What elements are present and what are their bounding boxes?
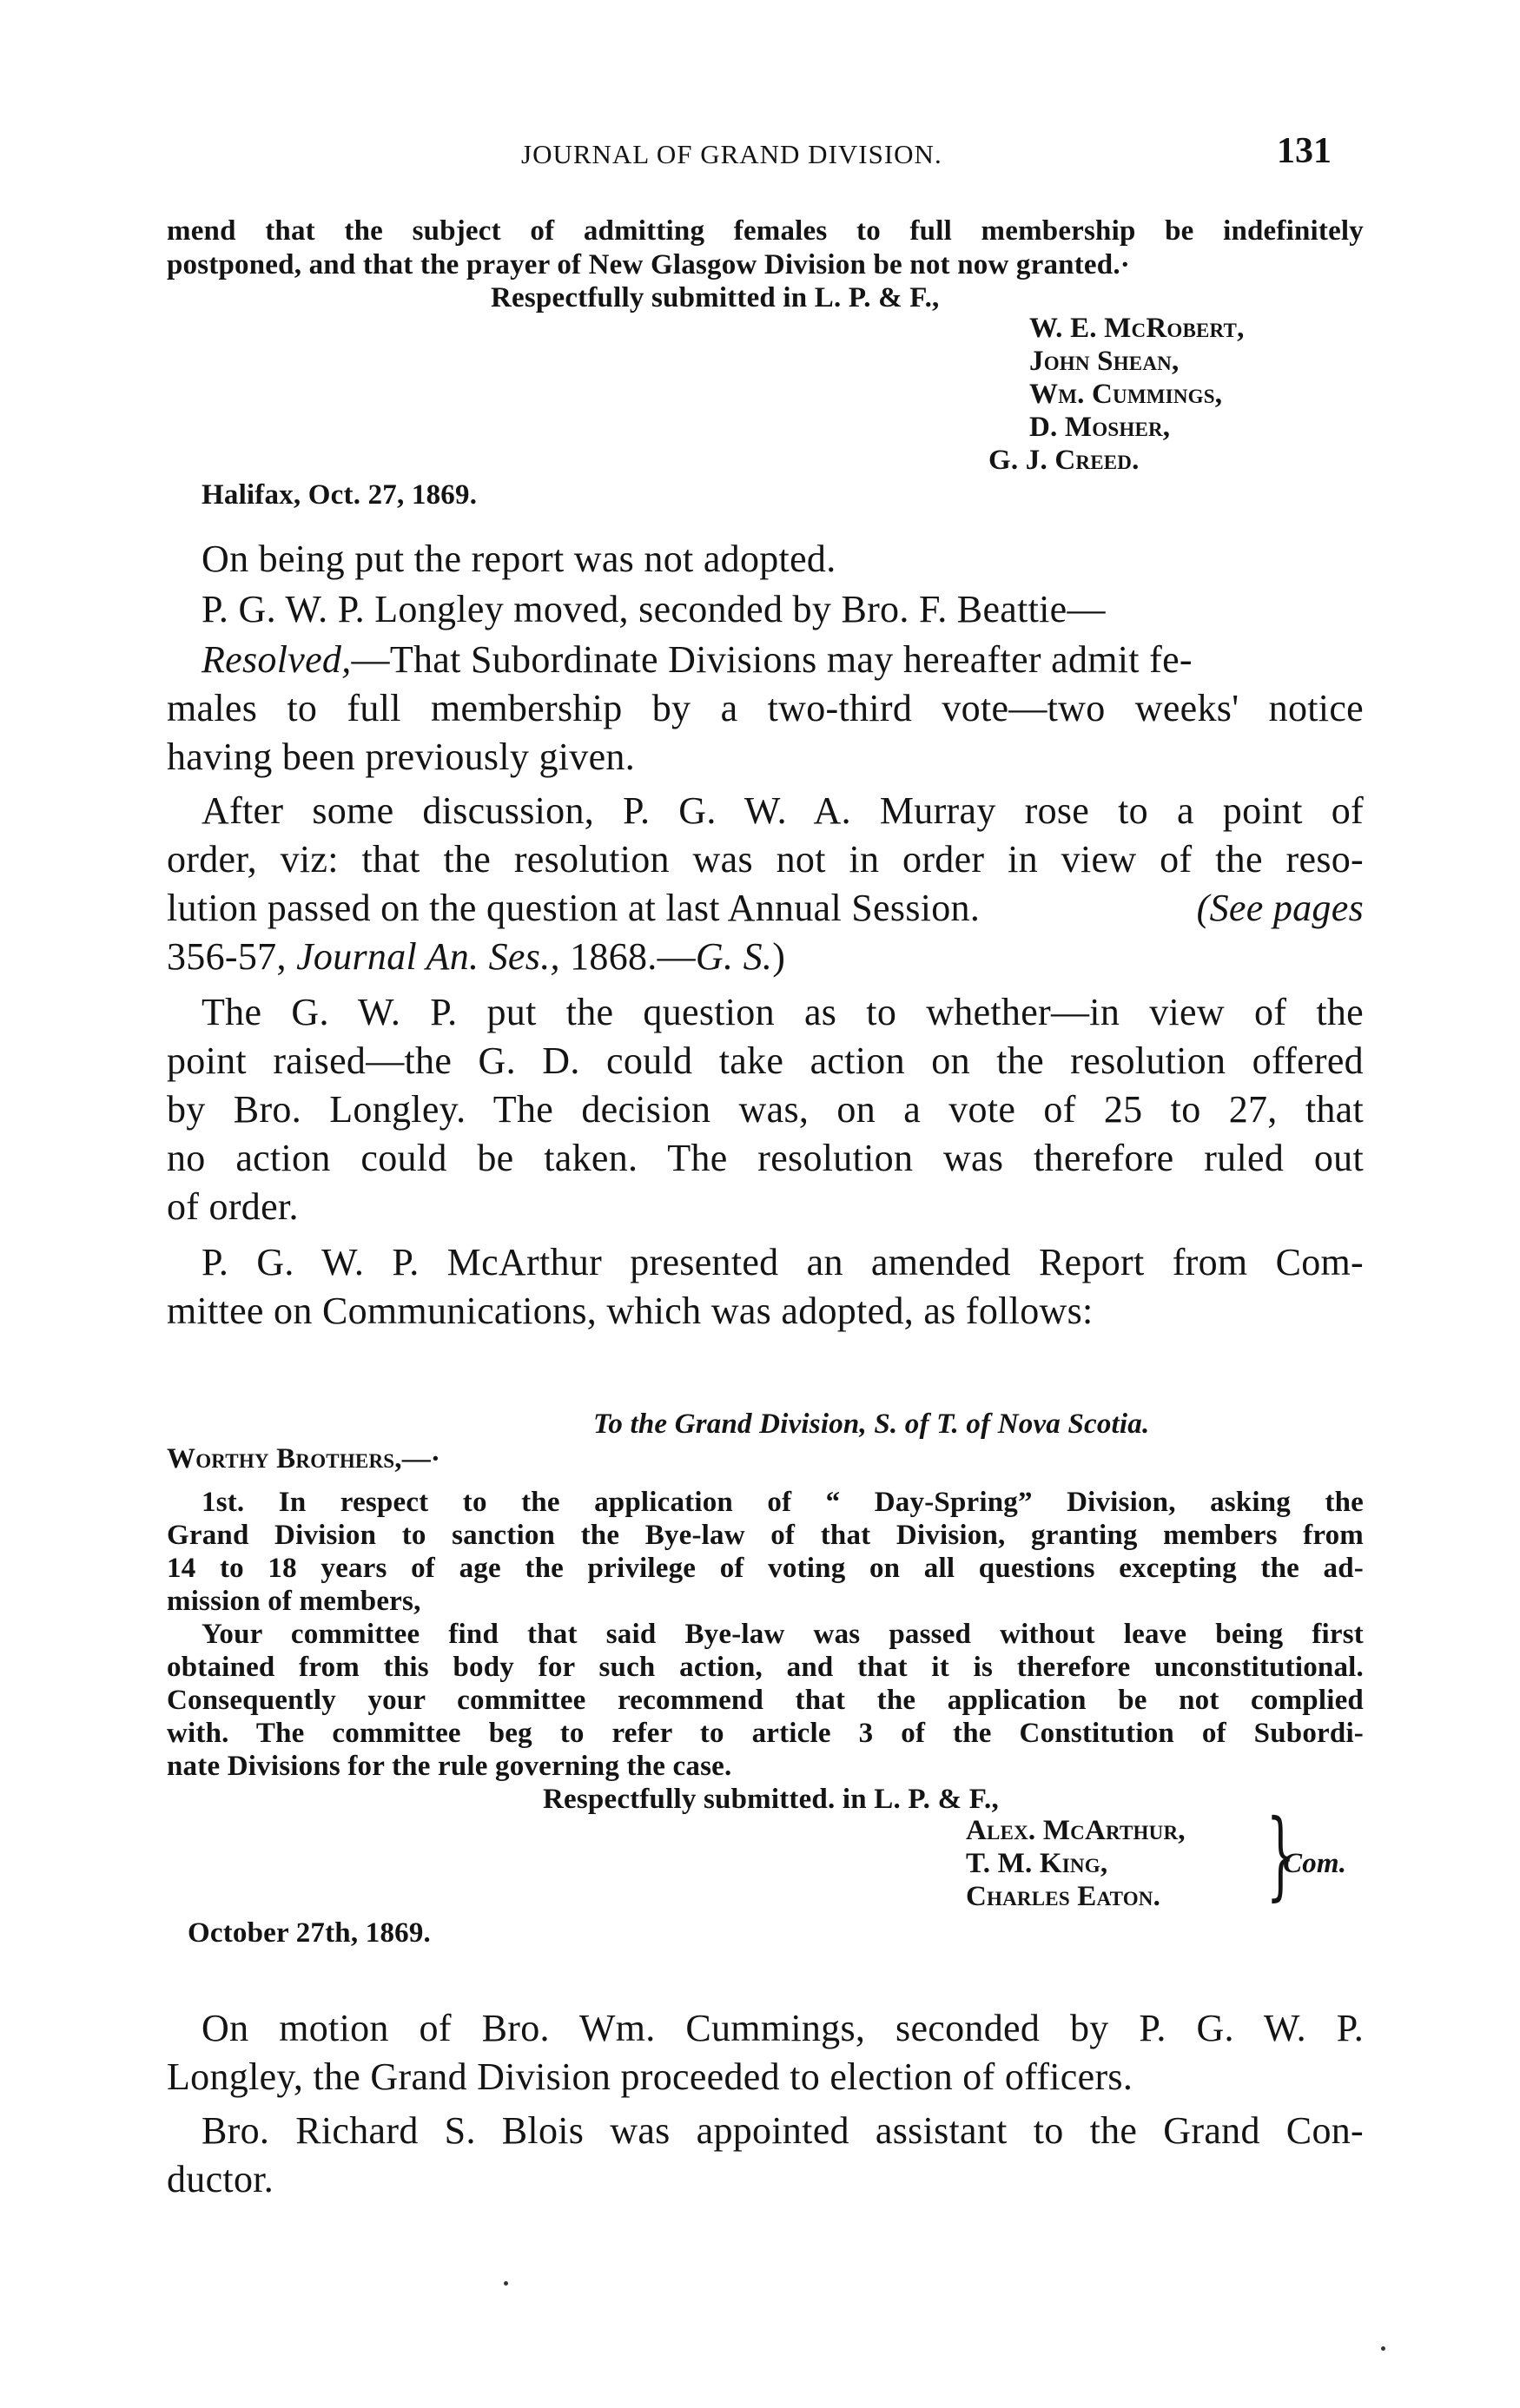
report1-line-2: postponed, and that the prayer of New Glasgow Division be not now granted.· [167, 249, 1130, 280]
amended-report-line-2: mittee on Communications, which was adopted, as follows: [167, 1290, 1094, 1332]
election-motion-line-2: Longley, the Grand Division proceeded to election of officers. [167, 2055, 1133, 2098]
resolution-text: —That Subordinate Divisions may hereafter admit fe- [351, 638, 1193, 681]
page-number: 131 [1277, 131, 1332, 171]
report1-signatory: Wm. Cummings, [1029, 379, 1223, 410]
report1-signatory: W. E. McRobert, [1029, 313, 1245, 344]
report2-para1-line-2: Grand Division to sanction the Bye-law of that Division, granting members from [167, 1520, 1364, 1551]
report2-para2-line-1: Your committee find that said Bye-law was passed without leave being first [202, 1619, 1364, 1650]
resolution-line-3: having been previously given. [167, 736, 636, 778]
ruling-line-2: point raised—the G. D. could take action on the resolution offered [167, 1039, 1364, 1082]
report2-closing: Respectfully submitted. in L. P. & F., [543, 1784, 999, 1815]
report2-signatory: Alex. McArthur, [966, 1815, 1186, 1846]
resolution-line-1 [202, 637, 1364, 682]
ruling-line-5: of order. [167, 1185, 299, 1228]
amended-report-line-1: P. G. W. P. McArthur presented an amended Report from Com- [202, 1241, 1364, 1283]
report2-date: October 27th, 1869. [188, 1917, 431, 1949]
report1-signatory: John Shean, [1029, 346, 1180, 377]
running-title: JOURNAL OF GRAND DIVISION. [521, 139, 942, 169]
scan-speck [1381, 2346, 1385, 2351]
journal-citation: Journal An. Ses., [296, 935, 560, 978]
see-pages-reference: (See pages [1196, 887, 1364, 929]
point-of-order-line-4 [167, 934, 785, 979]
report1-line-1: mend that the subject of admitting females to full membership be indefinitely [167, 215, 1364, 247]
committee-label: Com. [1283, 1848, 1347, 1879]
report2-para2-line-2: obtained from this body for such action, and that it is therefore unconstitutional. [167, 1652, 1364, 1683]
report2-para2-line-5: nate Divisions for the rule governing the case. [167, 1751, 732, 1782]
page-range: 356-57, [167, 935, 287, 978]
appointment-line-1: Bro. Richard S. Blois was appointed assistant to the Grand Con- [202, 2109, 1364, 2152]
point-of-order-text: lution passed on the question at last Annual Session. [167, 887, 981, 929]
report2-signatory: T. M. King, [966, 1848, 1108, 1879]
citation-close: ) [772, 935, 786, 978]
report2-signatory: Charles Eaton. [966, 1881, 1161, 1912]
ruling-line-4: no action could be taken. The resolution was therefore ruled out [167, 1137, 1364, 1179]
report2-salutation: Worthy Brothers,—· [167, 1443, 441, 1474]
report1-closing: Respectfully submitted in L. P. & F., [491, 282, 940, 313]
resolution-line-2: males to full membership by a two-third vote—two weeks' notice [167, 687, 1364, 729]
paragraph-motion: P. G. W. P. Longley moved, seconded by Bro. F. Beattie— [202, 588, 1106, 630]
report2-para2-line-4: with. The committee beg to refer to article 3 of the Constitution of Subordi- [167, 1718, 1364, 1749]
appointment-line-2: ductor. [167, 2158, 274, 2200]
citation-year: 1868.— [570, 935, 696, 978]
report1-signatory: G. J. Creed. [988, 445, 1140, 476]
point-of-order-line-2: order, viz: that the resolution was not in order in view of the reso- [167, 838, 1364, 881]
election-motion-line-1: On motion of Bro. Wm. Cummings, seconded by P. G. W. P. [202, 2007, 1364, 2049]
paragraph-report-not-adopted: On being put the report was not adopted. [202, 538, 836, 580]
report2-para1-line-1: 1st. In respect to the application of “ Day-Spring” Division, asking the [202, 1487, 1364, 1518]
report2-para1-line-3: 14 to 18 years of age the privilege of voting on all questions excepting the ad- [167, 1553, 1364, 1584]
point-of-order-line-1: After some discussion, P. G. W. A. Murray rose to a point of [202, 789, 1364, 832]
report1-signatory: D. Mosher, [1029, 412, 1171, 443]
report2-address: To the Grand Division, S. of T. of Nova Scotia. [593, 1409, 1150, 1440]
signatory-brace: } [1266, 1798, 1296, 1911]
ruling-line-3: by Bro. Longley. The decision was, on a vote of 25 to 27, that [167, 1088, 1364, 1131]
report2-para2-line-3: Consequently your committee recommend that the application be not complied [167, 1685, 1364, 1716]
report1-place-date: Halifax, Oct. 27, 1869. [202, 479, 478, 511]
point-of-order-line-3 [167, 886, 1364, 930]
citation-initials: G. S. [695, 935, 773, 978]
scan-speck [504, 2281, 508, 2286]
report2-para1-line-4: mission of members, [167, 1586, 421, 1617]
ruling-line-1: The G. W. P. put the question as to whether—in view of the [202, 991, 1364, 1033]
resolved-label: Resolved, [202, 638, 352, 681]
